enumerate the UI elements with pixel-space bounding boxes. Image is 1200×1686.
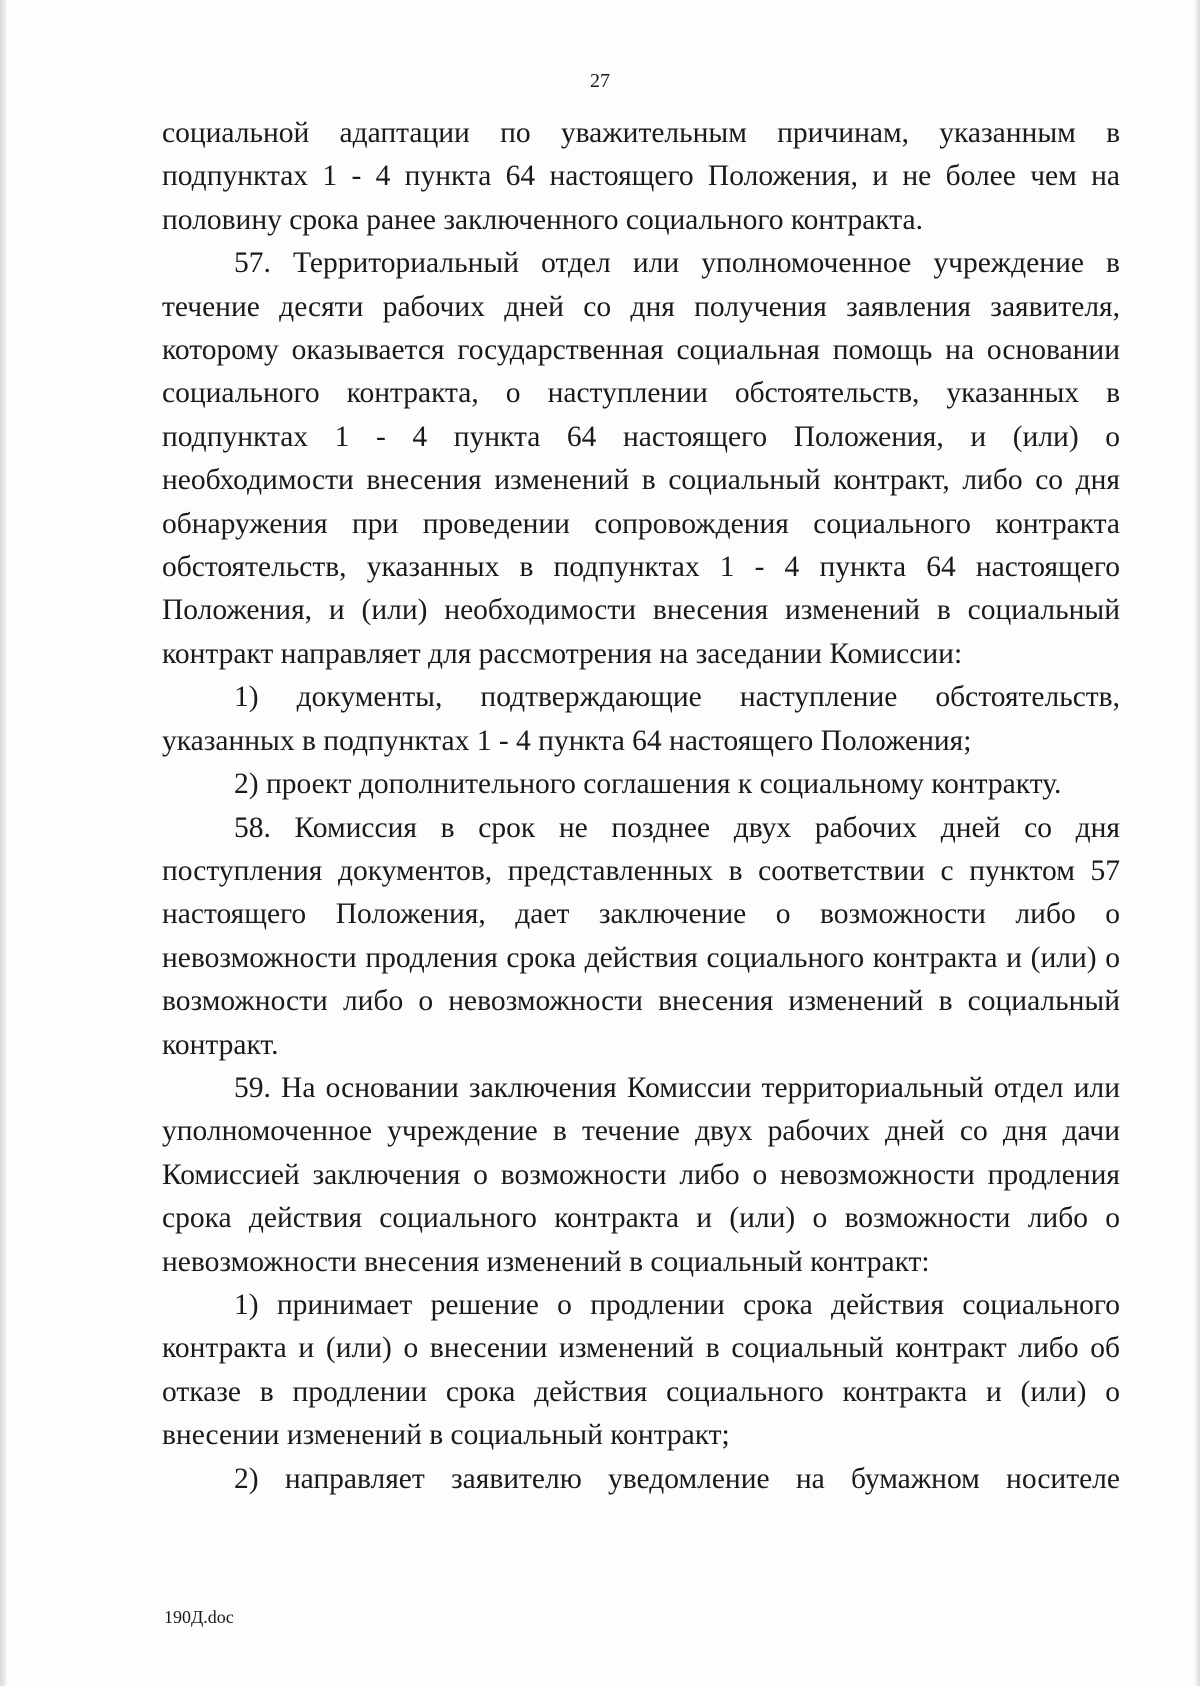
paragraph-58: 58. Комиссия в срок не позднее двух рабочих дней со дня поступления документов, представленных в соответствии с пунктом 57 настоящего Положения, дает заключение о возможности либо о невозможности продления срока действия социального контракта и (или) о возможности либо о невозможности внесения изменений в социальный контракт. [162,811,1120,1061]
scan-edge-right [1195,0,1200,1686]
scan-edge-left [0,0,6,1686]
paragraph-59: 59. На основании заключения Комиссии территориальный отдел или уполномоченное учреждение в течение двух рабочих дней со дня дачи Комиссией заключения о возможности либо о невозможности продления срока действия социального контракта и (или) о возможности либо о невозможности внесения изменений в социальный контракт: [162,1071,1120,1278]
paragraph-57: 57. Территориальный отдел или уполномоченное учреждение в течение десяти рабочих дней со дня получения заявления заявителя, которому оказывается государственная социальная помощь на основании социального контракта, о наступлении обстоятельств, указанных в подпунктах 1 - 4 пункта 64 настоящего Положения, и (или) о необходимости внесения изменений в социальный контракт, либо со дня обнаружения при проведении сопровождения социального контракта обстоятельств, указанных в подпунктах 1 - 4 пункта 64 настоящего Положения, и (или) необходимости внесения изменений в социальный контракт направляет для рассмотрения на заседании Комиссии: [162,247,1120,670]
page-number: 27 [590,70,610,92]
paragraph-59-item-1: 1) принимает решение о продлении срока действия социального контракта и (или) о внесении изменений в социальный контракт либо об отказе в продлении срока действия социального контракта и (или) о внесении изменений в социальный контракт; [162,1288,1120,1452]
paragraph-57-item-1: 1) документы, подтверждающие наступление обстоятельств, указанных в подпунктах 1 - 4 пункта 64 настоящего Положения; [162,681,1120,757]
document-body [162,112,1120,1501]
paragraph-57-item-2: 2) проект дополнительного соглашения к социальному контракту. [234,768,1062,801]
file-name-footer: 190Д.doc [164,1607,234,1627]
paragraph-continuation: социальной адаптации по уважительным причинам, указанным в подпунктах 1 - 4 пункта 64 настоящего Положения, и не более чем на половину срока ранее заключенного социального контракта. [162,117,1120,236]
paragraph-59-item-2: 2) направляет заявителю уведомление на бумажном носителе [234,1462,1120,1495]
